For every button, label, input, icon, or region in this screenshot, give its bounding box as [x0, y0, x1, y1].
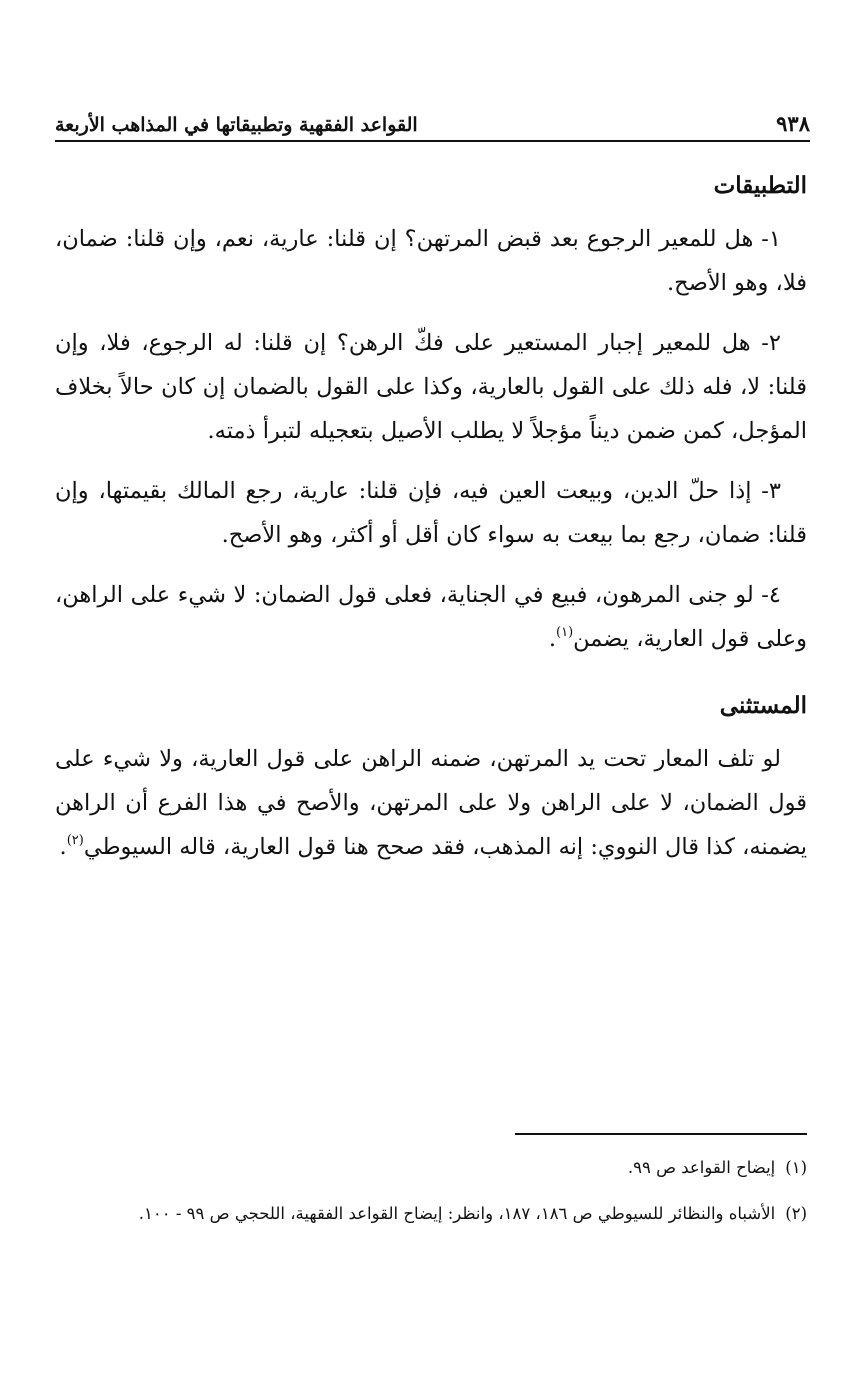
footnote-2-number: (٢) — [785, 1204, 807, 1223]
footnote-2-text: الأشباه والنظائر للسيوطي ص ١٨٦، ١٨٧، وانظر: إيضاح القواعد الفقهية، اللحجي ص ٩٩ - ١٠٠. — [138, 1204, 776, 1223]
footnotes — [55, 1150, 807, 1242]
exception-section — [55, 692, 807, 885]
footnote-1-text: إيضاح القواعد ص ٩٩. — [627, 1158, 776, 1177]
footnote-divider — [515, 1133, 807, 1135]
footnote-ref-2[interactable]: (٢) — [66, 833, 84, 848]
page-number: ٩٣٨ — [776, 111, 810, 136]
application-item-1: ١- هل للمعير الرجوع بعد قبض المرتهن؟ إن قلنا: عارية، نعم، وإن قلنا: ضمان، فلا، وهو الأصح. — [55, 226, 807, 296]
book-title: القواعد الفقهية وتطبيقاتها في المذاهب الأربعة — [55, 114, 418, 136]
application-item-4-text: ٤- لو جنى المرهون، فبيع في الجناية، فعلى قول الضمان: لا شيء على الراهن، وعلى قول العارية، يضمن — [55, 582, 807, 652]
exception-end: . — [59, 834, 67, 860]
applications-title: التطبيقات — [713, 172, 807, 199]
footnote-1-number: (١) — [785, 1158, 807, 1177]
running-header — [55, 102, 810, 142]
application-item-4-end: . — [548, 626, 556, 652]
application-item-3: ٣- إذا حلّ الدين، وبيعت العين فيه، فإن قلنا: عارية، رجع المالك بقيمتها، وإن قلنا: ضمان، رجع بما بيعت به سواء كان أقل أو أكثر، وهو الأصح. — [55, 478, 807, 548]
footnote-2 — [55, 1196, 807, 1232]
footnote-ref-1[interactable]: (١) — [556, 625, 574, 640]
exception-title: المستثنى — [719, 692, 807, 719]
applications-section — [55, 172, 807, 677]
exception-text: لو تلف المعار تحت يد المرتهن، ضمنه الراهن على قول العارية، ولا شيء على قول الضمان، لا على الراهن ولا على المرتهن، والأصح في هذا الفرع أن الراهن يضمنه، كذا قال النووي: إنه المذهب، فقد صحح هنا قول العارية، قاله السيوطي — [55, 746, 807, 860]
application-item-2: ٢- هل للمعير إجبار المستعير على فكّ الرهن؟ إن قلنا: له الرجوع، فلا، وإن قلنا: لا، فله ذلك على القول بالعارية، وكذا على القول بالضمان إن كان حالاً بخلاف المؤجل، كمن ضمن ديناً مؤجلاً لا يطلب الأصيل بتعجيله لتبرأ ذمته. — [55, 330, 807, 444]
application-item-4 — [55, 573, 807, 661]
footnote-1 — [55, 1150, 807, 1186]
exception-paragraph — [55, 737, 807, 869]
